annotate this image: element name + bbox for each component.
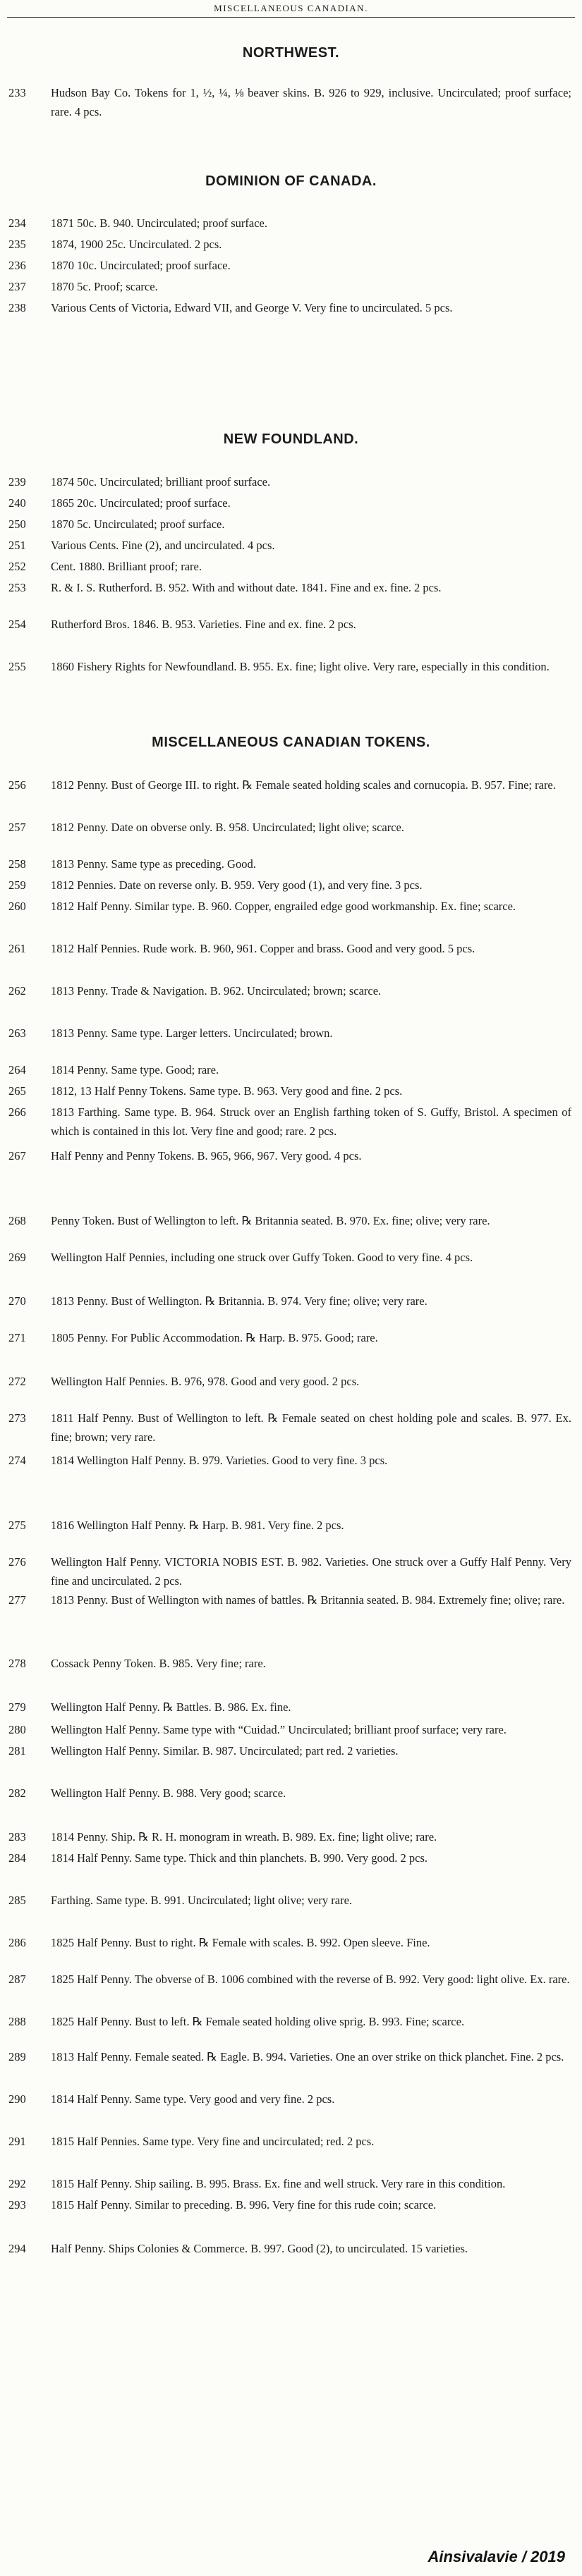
lot-description: 1812 Penny. Date on obverse only. B. 958. Uncirculated; light olive; scarce. [51, 821, 404, 834]
lot-description: 1825 Half Penny. The obverse of B. 1006 combined with the reverse of B. 992. Very good: light olive. Ex. rare. [51, 1973, 570, 1986]
lot-description: 1812 Pennies. Date on reverse only. B. 959. Very good (1), and very fine. 3 pcs. [51, 878, 423, 892]
lot-entry [0, 1024, 582, 1043]
lot-number: 276 [8, 1555, 26, 1569]
lot-description: 1812 Half Penny. Similar type. B. 960. Copper, engrailed edge good workmanship. Ex. fine; scarce. [51, 900, 516, 913]
lot-entry [0, 578, 582, 615]
lot-description: 1814 Half Penny. Same type. Very good and very fine. 2 pcs. [51, 2092, 335, 2106]
lot-description: Wellington Half Pennies, including one struck over Guffy Token. Good to very fine. 4 pcs. [51, 1251, 473, 1264]
lot-number: 251 [8, 539, 26, 552]
lot-entry [0, 981, 582, 1022]
lot-entry [0, 1451, 582, 1492]
lot-description: Various Cents of Victoria, Edward VII, and George V. Very fine to uncirculated. 5 pcs. [51, 301, 453, 314]
lot-description: Cent. 1880. Brilliant proof; rare. [51, 560, 202, 573]
lot-entry [0, 1328, 582, 1369]
lot-entry [0, 235, 582, 254]
lot-number: 281 [8, 1744, 26, 1758]
lot-description: 1815 Half Penny. Ship sailing. B. 995. Brass. Ex. fine and well struck. Very rare in this condition. [51, 2177, 506, 2190]
lot-number: 272 [8, 1375, 26, 1388]
lot-number: 277 [8, 1593, 26, 1607]
lot-description: R. & I. S. Rutherford. B. 952. With and without date. 1841. Fine and ex. fine. 2 pcs. [51, 581, 442, 594]
lot-entry [0, 1698, 582, 1717]
section-heading: NORTHWEST. [242, 45, 340, 61]
lot-entry [0, 2047, 582, 2088]
lot-description: 1812 Half Pennies. Rude work. B. 960, 961. Copper and brass. Good and very good. 5 pcs. [51, 942, 475, 955]
lot-number: 284 [8, 1851, 26, 1865]
lot-number: 250 [8, 517, 26, 531]
lot-number: 236 [8, 259, 26, 272]
lot-number: 274 [8, 1454, 26, 1467]
lot-entry [0, 2090, 582, 2130]
lot-description: Farthing. Same type. B. 991. Uncirculated; light olive; very rare. [51, 1894, 353, 1907]
lot-description: Wellington Half Penny. B. 988. Very good; scarce. [51, 1786, 286, 1800]
lot-description: 1874 50c. Uncirculated; brilliant proof surface. [51, 475, 271, 489]
lot-entry [0, 775, 582, 816]
lot-description: 1813 Farthing. Same type. B. 964. Struck over an English farthing token of S. Guffy, Bristol. A specimen of which is contained in this lot. Very fine and good; rare. 2 pcs. [51, 1105, 575, 1138]
lot-description: 1814 Penny. Same type. Good; rare. [51, 1063, 219, 1077]
lot-description: 1870 5c. Uncirculated; proof surface. [51, 517, 225, 531]
lot-description: 1813 Penny. Trade & Navigation. B. 962. Uncirculated; brown; scarce. [51, 984, 382, 998]
lot-description: Half Penny. Ships Colonies & Commerce. B. 997. Good (2), to uncirculated. 15 varieties. [51, 2242, 468, 2255]
lot-entry [0, 1372, 582, 1413]
lot-description: 1815 Half Pennies. Same type. Very fine and uncirculated; red. 2 pcs. [51, 2135, 375, 2148]
lot-entry [0, 1516, 582, 1551]
lot-number: 256 [8, 778, 26, 792]
lot-number: 258 [8, 857, 26, 871]
lot-number: 292 [8, 2177, 26, 2190]
lot-description: Hudson Bay Co. Tokens for 1, ½, ¼, ⅛ beaver skins. B. 926 to 929, inclusive. Uncirculated; proof surface; rare. 4 pcs. [51, 86, 575, 118]
lot-number: 240 [8, 496, 26, 510]
lot-number: 252 [8, 560, 26, 573]
lot-entry [0, 536, 582, 556]
lot-entry [0, 1292, 582, 1332]
lot-number: 289 [8, 2050, 26, 2063]
lot-number: 269 [8, 1251, 26, 1264]
lot-number: 290 [8, 2092, 26, 2106]
lot-entry [0, 1590, 582, 1633]
lot-description: Wellington Half Penny. VICTORIA NOBIS EST. B. 982. Varieties. One struck over a Guffy Half Penny. Very fine and uncirculated. 2 pcs. [51, 1555, 575, 1588]
lot-description: 1812, 13 Half Penny Tokens. Same type. B. 963. Very good and fine. 2 pcs. [51, 1084, 403, 1098]
section-heading: NEW FOUNDLAND. [223, 431, 359, 447]
lot-number: 233 [8, 86, 26, 99]
lot-number: 239 [8, 475, 26, 489]
lot-description: 1816 Wellington Half Penny. ℞ Harp. B. 981. Very fine. 2 pcs. [51, 1519, 344, 1532]
lot-number: 254 [8, 618, 26, 631]
lot-description: Cossack Penny Token. B. 985. Very fine; rare. [51, 1657, 266, 1670]
lot-number: 288 [8, 2015, 26, 2028]
lot-number: 262 [8, 984, 26, 998]
lot-entry [0, 1784, 582, 1803]
lot-entry [0, 2012, 582, 2046]
lot-number: 282 [8, 1786, 26, 1800]
lot-description: 1814 Penny. Ship. ℞ R. H. monogram in wreath. B. 989. Ex. fine; light olive; rare. [51, 1830, 437, 1844]
lot-entry [0, 2132, 582, 2152]
lot-description: 1860 Fishery Rights for Newfoundland. B. 955. Ex. fine; light olive. Very rare, especially in this condition. [51, 660, 550, 673]
lot-entry [0, 515, 582, 534]
lot-description: 1813 Half Penny. Female seated. ℞ Eagle. B. 994. Varieties. One an over strike on thick planchet. Fine. 2 pcs. [51, 2050, 564, 2063]
lot-number: 275 [8, 1519, 26, 1532]
lot-description: Rutherford Bros. 1846. B. 953. Varieties. Fine and ex. fine. 2 pcs. [51, 618, 356, 631]
lot-entry [0, 1741, 582, 1782]
lot-number: 294 [8, 2242, 26, 2255]
lot-description: 1812 Penny. Bust of George III. to right. ℞ Female seated holding scales and cornucopia. B. 957. Fine; rare. [51, 778, 556, 792]
lot-description: 1871 50c. B. 940. Uncirculated; proof surface. [51, 216, 267, 230]
section-heading: DOMINION OF CANADA. [205, 173, 377, 189]
lot-description: 1874, 1900 25c. Uncirculated. 2 pcs. [51, 238, 222, 251]
lot-entry [0, 1211, 582, 1253]
lot-entry [0, 83, 582, 124]
lot-entry [0, 1933, 582, 1974]
lot-number: 287 [8, 1973, 26, 1986]
lot-number: 234 [8, 216, 26, 230]
lot-number: 237 [8, 280, 26, 293]
lot-description: Penny Token. Bust of Wellington to left. ℞ Britannia seated. B. 970. Ex. fine; olive; very rare. [51, 1214, 490, 1227]
lot-number: 260 [8, 900, 26, 913]
lot-number: 285 [8, 1894, 26, 1907]
lot-entry [0, 876, 582, 895]
lot-entry [0, 615, 582, 656]
running-head: MISCELLANEOUS CANADIAN. [214, 3, 368, 13]
lot-description: 1825 Half Penny. Bust to right. ℞ Female with scales. B. 992. Open sleeve. Fine. [51, 1936, 430, 1949]
lot-number: 259 [8, 878, 26, 892]
lot-description: 1870 5c. Proof; scarce. [51, 280, 158, 293]
lot-number: 255 [8, 660, 26, 673]
lot-description: 1815 Half Penny. Similar to preceding. B. 996. Very fine for this rude coin; scarce. [51, 2198, 437, 2212]
lot-number: 267 [8, 1149, 26, 1163]
lot-entry [0, 298, 582, 339]
lot-entry [0, 1891, 582, 1932]
lot-description: Half Penny and Penny Tokens. B. 965, 966, 967. Very good. 4 pcs. [51, 1149, 362, 1163]
lot-entry [0, 854, 582, 874]
lot-number: 278 [8, 1657, 26, 1670]
watermark: Ainsivalavie / 2019 [428, 2548, 565, 2565]
lot-number: 265 [8, 1084, 26, 1098]
lot-description: Wellington Half Penny. Same type with “Cuidad.” Uncirculated; brilliant proof surface; very rare. [51, 1723, 507, 1736]
lot-number: 263 [8, 1026, 26, 1040]
lot-description: 1813 Penny. Same type. Larger letters. Uncirculated; brown. [51, 1026, 333, 1040]
lot-number: 270 [8, 1294, 26, 1308]
lot-number: 264 [8, 1063, 26, 1077]
lot-description: 1813 Penny. Bust of Wellington with names of battles. ℞ Britannia seated. B. 984. Extremely fine; olive; rare. [51, 1593, 565, 1607]
lot-number: 238 [8, 301, 26, 314]
lot-entry [0, 214, 582, 233]
lot-number: 235 [8, 238, 26, 251]
lot-description: 1814 Wellington Half Penny. B. 979. Varieties. Good to very fine. 3 pcs. [51, 1454, 388, 1467]
lot-entry [0, 2239, 582, 2280]
lot-entry [0, 657, 582, 698]
lot-number: 261 [8, 942, 26, 955]
lot-entry [0, 256, 582, 276]
lot-number: 268 [8, 1214, 26, 1227]
lot-number: 253 [8, 581, 26, 594]
lot-number: 283 [8, 1830, 26, 1844]
lot-description: 1814 Half Penny. Same type. Thick and thin planchets. B. 990. Very good. 2 pcs. [51, 1851, 428, 1865]
lot-number: 266 [8, 1105, 26, 1119]
lot-entry [0, 1060, 582, 1080]
lot-description: 1805 Penny. For Public Accommodation. ℞ Harp. B. 975. Good; rare. [51, 1331, 378, 1344]
lot-entry [0, 493, 582, 513]
lot-description: 1865 20c. Uncirculated; proof surface. [51, 496, 231, 510]
lot-entry [0, 277, 582, 297]
lot-number: 291 [8, 2135, 26, 2148]
lot-number: 257 [8, 821, 26, 834]
lot-number: 279 [8, 1700, 26, 1714]
lot-entry [0, 1248, 582, 1283]
lot-description: 1870 10c. Uncirculated; proof surface. [51, 259, 231, 272]
lot-description: Wellington Half Pennies. B. 976, 978. Good and very good. 2 pcs. [51, 1375, 360, 1388]
lot-description: Various Cents. Fine (2), and uncirculated. 4 pcs. [51, 539, 275, 552]
lot-entry [0, 939, 582, 980]
lot-entry [0, 472, 582, 492]
lot-description: 1825 Half Penny. Bust to left. ℞ Female seated holding olive sprig. B. 993. Fine; scarce. [51, 2015, 465, 2028]
lot-number: 271 [8, 1331, 26, 1344]
lot-description: 1813 Penny. Same type as preceding. Good. [51, 857, 256, 871]
lot-description: Wellington Half Penny. ℞ Battles. B. 986. Ex. fine. [51, 1700, 291, 1714]
lot-entry [0, 557, 582, 577]
lot-number: 273 [8, 1411, 26, 1425]
lot-entry [0, 1970, 582, 2011]
lot-number: 286 [8, 1936, 26, 1949]
section-heading: MISCELLANEOUS CANADIAN TOKENS. [152, 735, 430, 750]
lot-entry [0, 897, 582, 938]
lot-description: 1813 Penny. Bust of Wellington. ℞ Britannia. B. 974. Very fine; olive; very rare. [51, 1294, 428, 1308]
lot-number: 293 [8, 2198, 26, 2212]
lot-number: 280 [8, 1723, 26, 1736]
lot-entry [0, 1146, 582, 1182]
lot-entry [0, 1654, 582, 1675]
lot-entry [0, 1848, 582, 1889]
lot-description: 1811 Half Penny. Bust of Wellington to left. ℞ Female seated on chest holding pole and scales. B. 977. Ex. fine; brown; very rare. [51, 1411, 575, 1444]
lot-entry [0, 2195, 582, 2236]
lot-entry [0, 818, 582, 853]
lot-description: Wellington Half Penny. Similar. B. 987. Uncirculated; part red. 2 varieties. [51, 1744, 399, 1758]
header-rule [7, 17, 575, 18]
